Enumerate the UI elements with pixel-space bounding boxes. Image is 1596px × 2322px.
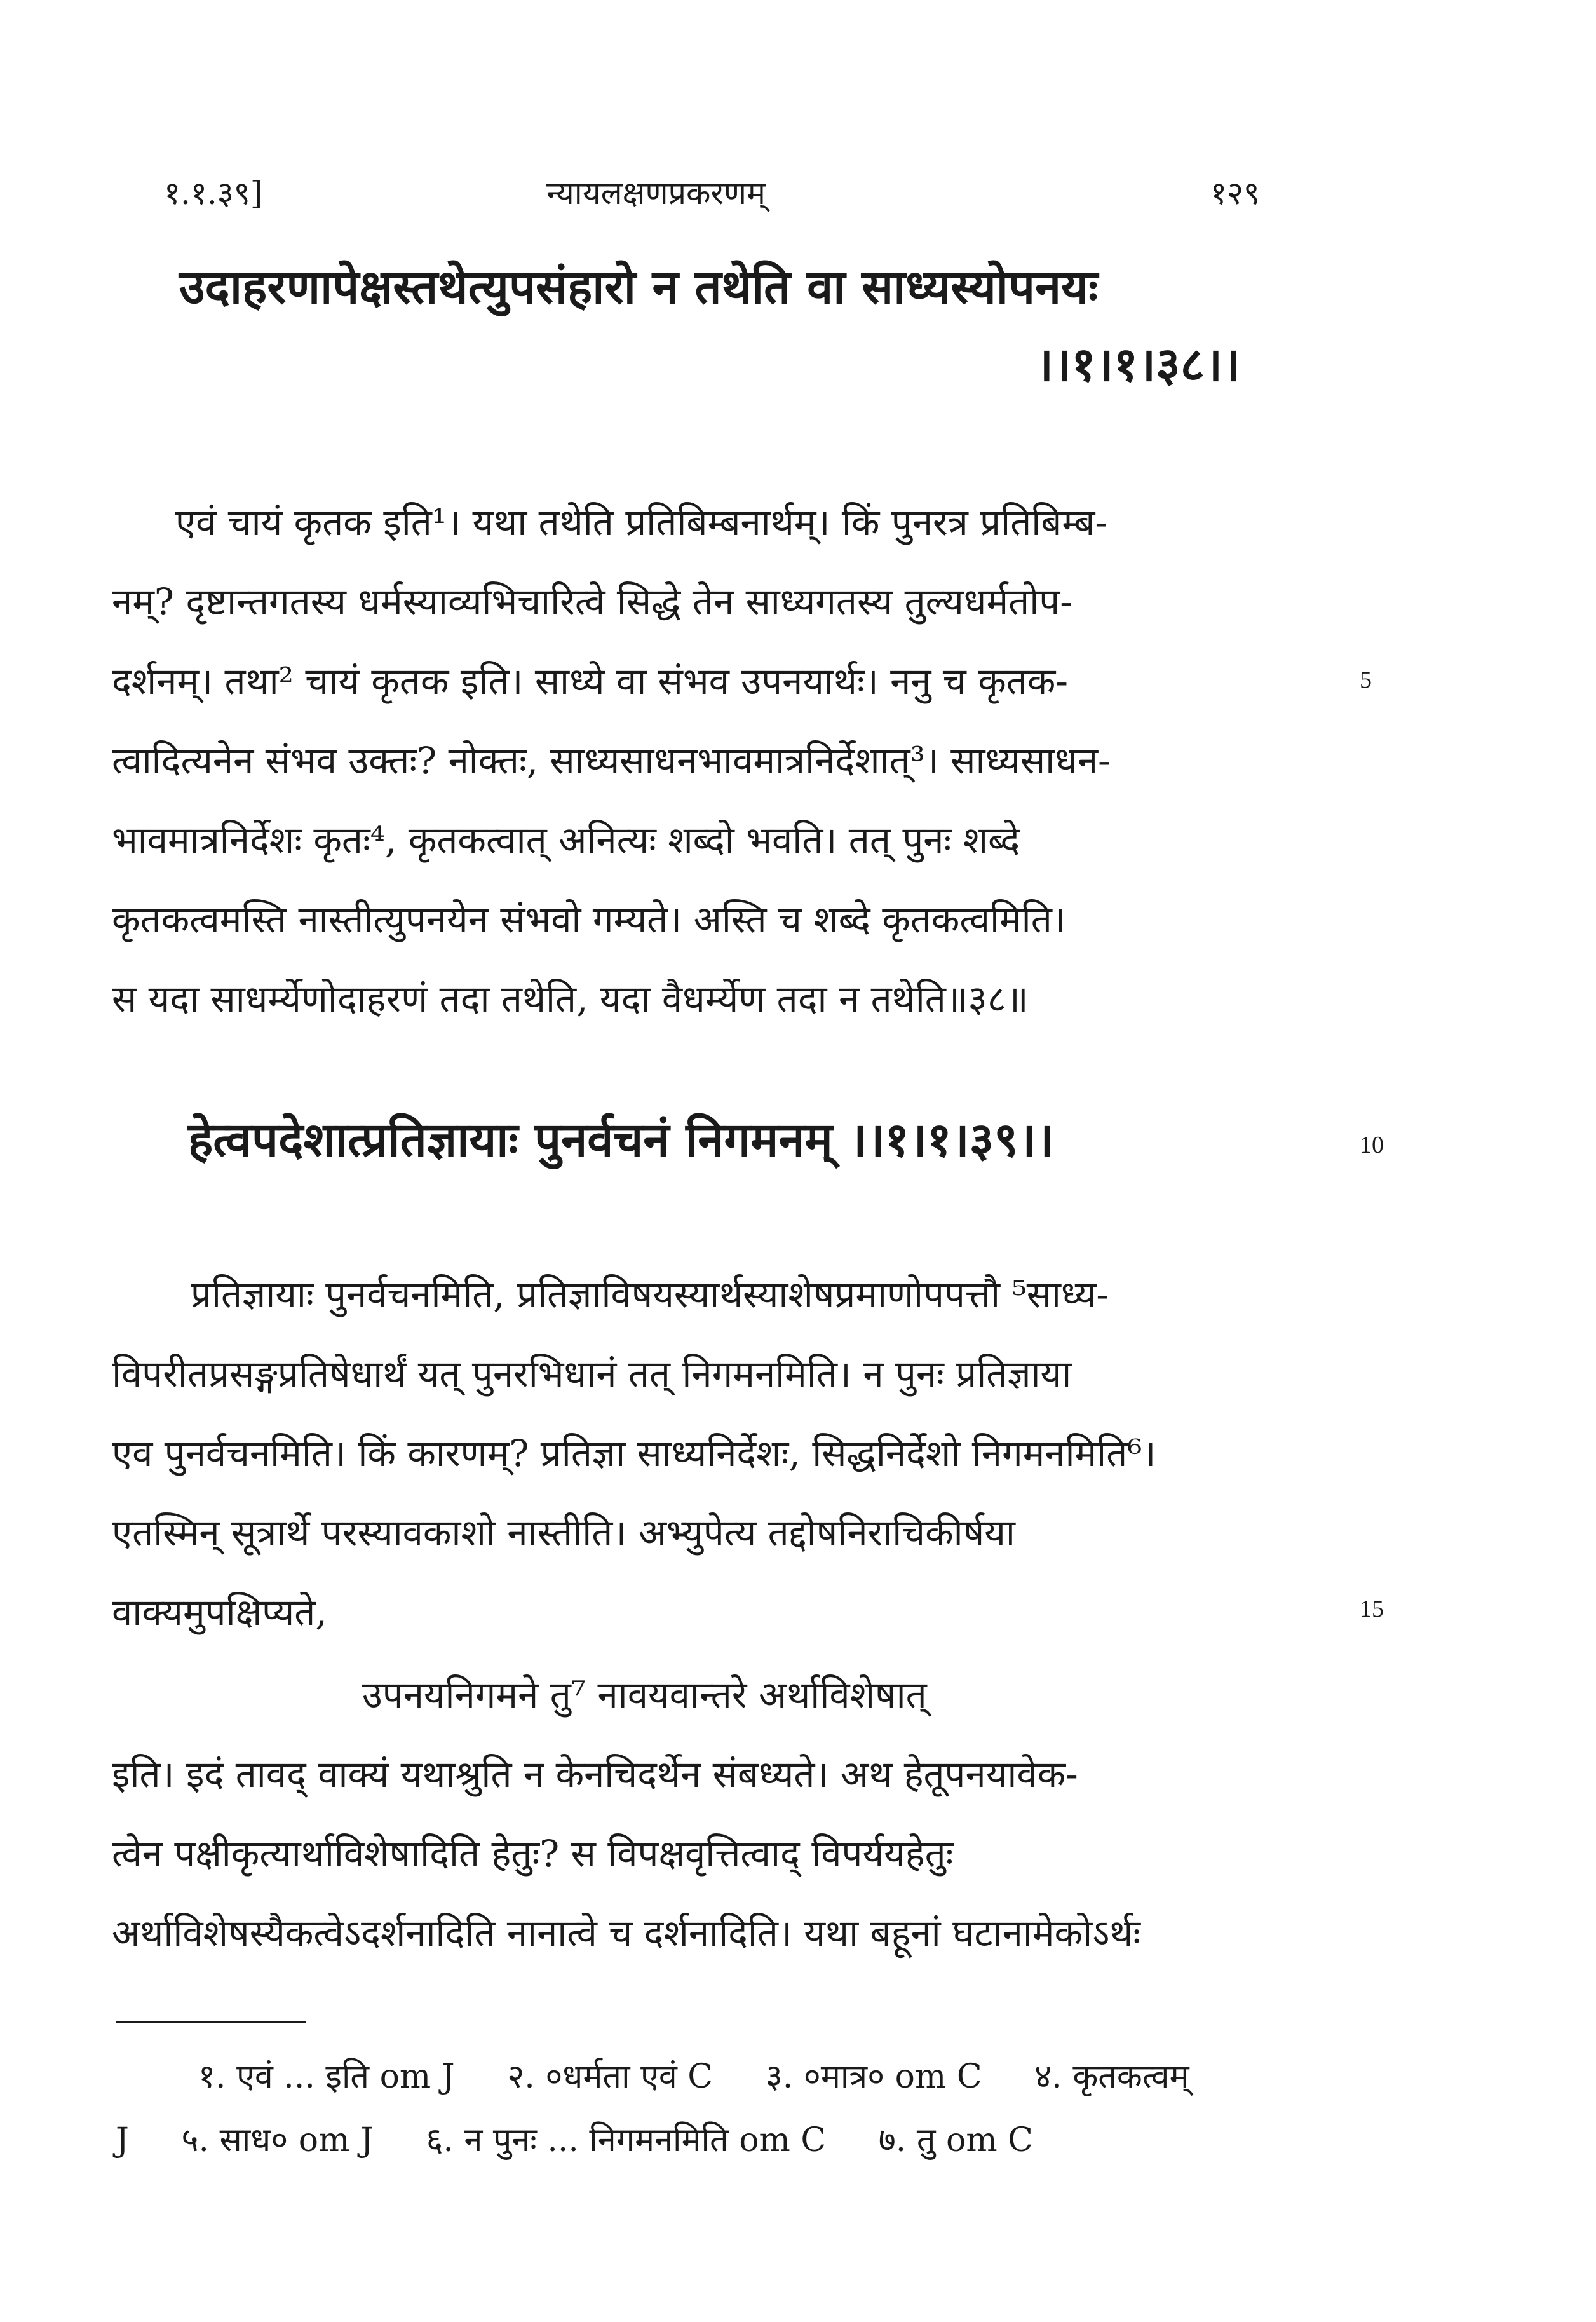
line-number-15: 15 bbox=[1360, 1596, 1384, 1622]
page-number: १२९ bbox=[1210, 175, 1260, 212]
commentary-39-line: प्रतिज्ञायाः पुनर्वचनमिति, प्रतिज्ञाविषयस्यार्थस्याशेषप्रमाणोपपत्तौ ⁵साध्य- bbox=[191, 1273, 1109, 1316]
commentary-39-line: एव पुनर्वचनमिति। किं कारणम्? प्रतिज्ञा साध्यनिर्देशः, सिद्धनिर्देशो निगमनमिति⁶। bbox=[112, 1432, 1156, 1475]
commentary-39-line: वाक्यमुपक्षिप्यते, bbox=[112, 1591, 327, 1634]
footnotes-line-2: J ५. साध० om J ६. न पुनः ... निगमनमिति om C ७. तु om C bbox=[116, 2121, 1033, 2159]
line-number-10: 10 bbox=[1360, 1132, 1384, 1158]
commentary-after-quote-line: अर्थाविशेषस्यैकत्वेऽदर्शनादिति नानात्वे च दर्शनादिति। यथा बहूनां घटानामेकोऽर्थः bbox=[112, 1911, 1140, 1955]
commentary-38-line: कृतकत्वमस्ति नास्तीत्युपनयेन संभवो गम्यते। अस्ति च शब्दे कृतकत्वमिति। bbox=[112, 898, 1066, 941]
commentary-39-line: एतस्मिन् सूत्रार्थे परस्यावकाशो नास्तीति। अभ्युपेत्य तद्दोषनिराचिकीर्षया bbox=[112, 1511, 1015, 1554]
sutra-39: हेत्वपदेशात्प्रतिज्ञायाः पुनर्वचनं निगमनम् ।।१।१।३९।। bbox=[188, 1113, 1054, 1167]
quoted-objection: उपनयनिगमने तु⁷ नावयवान्तरे अर्थाविशेषात् bbox=[362, 1673, 927, 1716]
commentary-39-line: विपरीतप्रसङ्गप्रतिषेधार्थं यत् पुनरभिधानं तत् निगमनमिति। न पुनः प्रतिज्ञाया bbox=[112, 1352, 1072, 1395]
sutra-38-line-2: ।।१।१।३८।। bbox=[1036, 337, 1241, 392]
commentary-38-line: एवं चायं कृतक इति¹। यथा तथेति प्रतिबिम्बनार्थम्। किं पुनरत्र प्रतिबिम्ब- bbox=[175, 501, 1107, 544]
commentary-after-quote-line: त्वेन पक्षीकृत्यार्थाविशेषादिति हेतुः? स विपक्षवृत्तित्वाद् विपर्ययहेतुः bbox=[112, 1832, 954, 1875]
line-number-5: 5 bbox=[1360, 667, 1372, 693]
commentary-38-line: स यदा साधर्म्येणोदाहरणं तदा तथेति, यदा वैधर्म्येण तदा न तथेति॥३८॥ bbox=[112, 977, 1029, 1021]
running-head-section-ref: १.१.३९] bbox=[164, 175, 263, 212]
commentary-38-line: भावमात्रनिर्देशः कृतः⁴, कृतकत्वात् अनित्यः शब्दो भवति। तत् पुनः शब्दे bbox=[112, 818, 1020, 862]
commentary-38-line: दर्शनम्। तथा² चायं कृतक इति। साध्ये वा संभव उपनयार्थः। ननु च कृतक- bbox=[112, 660, 1068, 703]
commentary-38-line: त्वादित्यनेन संभव उक्तः? नोक्तः, साध्यसाधनभावमात्रनिर्देशात्³। साध्यसाधन- bbox=[112, 739, 1111, 782]
footnotes-line-1: १. एवं ... इति om J २. ०धर्मता एवं C ३. ०मात्र० om C ४. कृतकत्वम् bbox=[198, 2058, 1189, 2096]
commentary-38-line: नम्? दृष्टान्तगतस्य धर्मस्याव्यभिचारित्वे सिद्धे तेन साध्यगतस्य तुल्यधर्मतोप- bbox=[112, 580, 1072, 623]
running-head-title: न्यायलक्षणप्रकरणम् bbox=[546, 175, 766, 212]
footnote-rule bbox=[116, 2021, 306, 2023]
commentary-after-quote-line: इति। इदं तावद् वाक्यं यथाश्रुति न केनचिदर्थेन संबध्यते। अथ हेतूपनयावेक- bbox=[112, 1753, 1078, 1796]
sutra-38-line-1: उदाहरणापेक्षस्तथेत्युपसंहारो न तथेति वा साध्यस्योपनयः bbox=[179, 260, 1098, 315]
